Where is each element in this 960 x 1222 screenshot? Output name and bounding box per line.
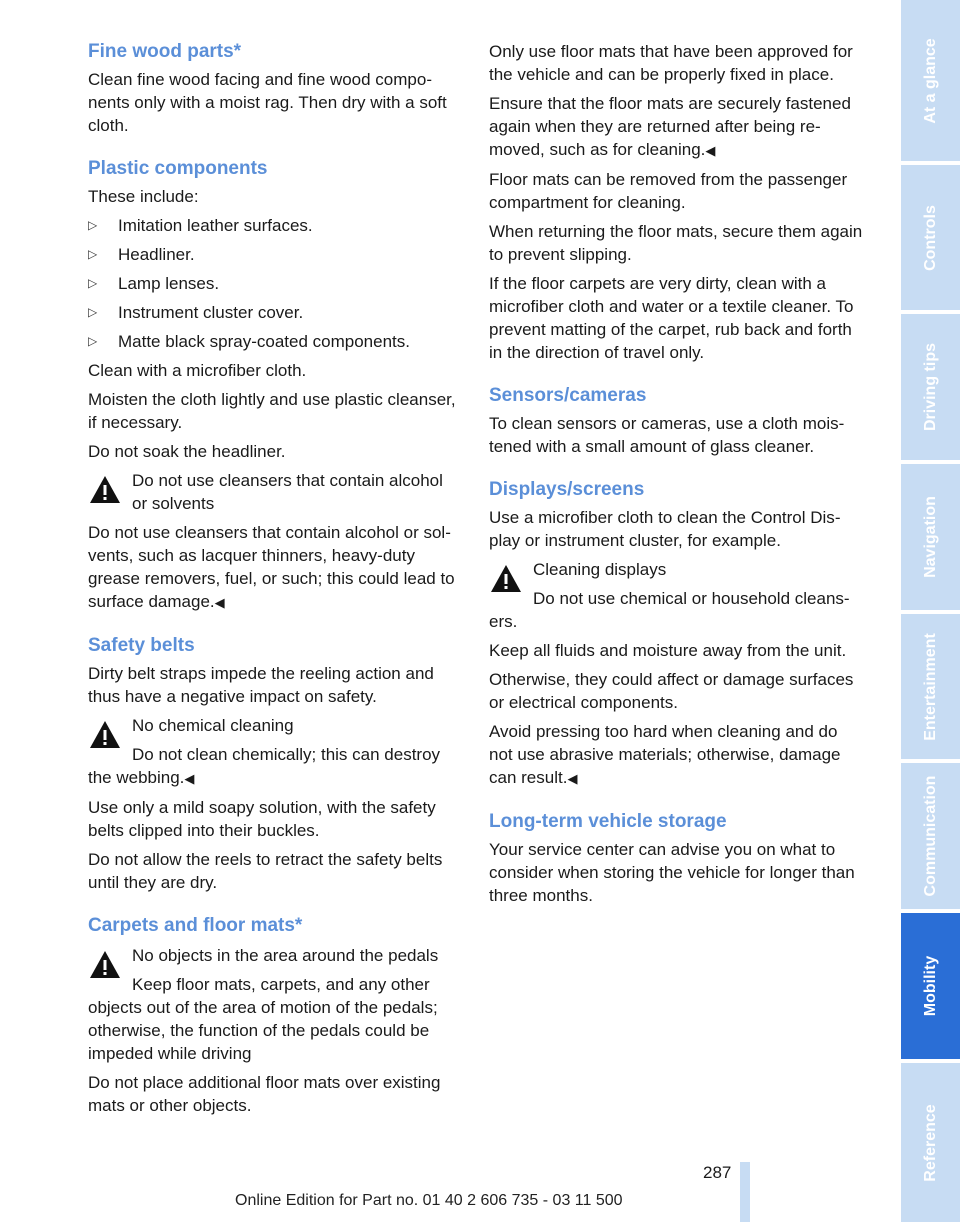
belts-text: Dirty belt straps impede the reeling action and thus have a negative impact on safety. — [88, 664, 434, 706]
mats-p1: Only use floor mats that have been approved for the vehicle and can be properly fixed in place. — [489, 42, 853, 84]
heading-plastic: Plastic components — [88, 158, 268, 179]
end-mark-icon: ◀ — [705, 143, 716, 158]
tab-at-a-glance[interactable]: At a glance — [901, 0, 960, 161]
mats-p2: Ensure that the floor mats are securely fastened again when they are returned after being removed, such as for cleaning. — [489, 94, 851, 159]
plastic-list — [88, 214, 464, 353]
tab-driving-tips[interactable]: Driving tips — [901, 314, 960, 460]
warning-title: Do not use cleansers that contain alcohol — [132, 471, 443, 490]
page-marker — [740, 1162, 750, 1222]
list-item: ▷ Lamp lenses. — [88, 274, 220, 293]
footer-text: Online Edition for Part no. 01 40 2 606 735 - 03 11 500 — [235, 1192, 623, 1209]
bullet-icon: ▷ — [88, 218, 98, 232]
list-item: ▷ Matte black spray-coated components. — [88, 332, 410, 351]
bullet-icon: ▷ — [88, 276, 98, 290]
list-item: ▷ Headliner. — [88, 245, 195, 264]
warning-icon — [88, 948, 122, 982]
bullet-icon: ▷ — [88, 334, 98, 348]
page-number: 287 — [703, 1163, 732, 1182]
carpets-p1: Do not place additional floor mats over existing mats or other objects. — [88, 1073, 441, 1115]
end-mark-icon: ◀ — [214, 595, 225, 610]
warning-title: No chemical cleaning — [132, 716, 294, 735]
heading-safety-belts: Safety belts — [88, 635, 195, 656]
displays-p3: Avoid pressing too hard when cleaning and do not use abrasive materials; otherwise, damage can result. — [489, 722, 841, 787]
heading-fine-wood: Fine wood parts* — [88, 41, 242, 62]
plastic-p1: Clean with a microfiber cloth. — [88, 361, 307, 380]
tab-reference[interactable]: Reference — [901, 1063, 960, 1222]
fine-wood-text: Clean fine wood facing and fine wood components only with a moist rag. Then dry with a soft cloth. — [88, 70, 447, 135]
belts-p2: Do not allow the reels to retract the safety belts until they are dry. — [88, 850, 443, 892]
warning-title: No objects in the area around the pedals — [132, 946, 439, 965]
mats-p3: Floor mats can be removed from the passenger compartment for cleaning. — [489, 170, 848, 212]
end-mark-icon: ◀ — [184, 771, 195, 786]
tab-controls[interactable]: Controls — [901, 165, 960, 310]
tab-mobility[interactable]: Mobility — [901, 913, 960, 1059]
plastic-p3: Do not soak the headliner. — [88, 442, 286, 461]
plastic-p2: Moisten the cloth lightly and use plastic cleanser, if necessary. — [88, 390, 456, 432]
list-item: ▷ Instrument cluster cover. — [88, 303, 304, 322]
warning-icon — [88, 718, 122, 752]
right-column — [489, 40, 865, 913]
bullet-icon: ▷ — [88, 305, 98, 319]
mats-p4: When returning the floor mats, secure them again to prevent slipping. — [489, 222, 863, 264]
warning-icon — [88, 473, 122, 507]
warning-block — [88, 469, 464, 515]
warning-block — [88, 714, 464, 790]
storage-text: Your service center can advise you on what to consider when storing the vehicle for longer than three months. — [489, 840, 855, 905]
left-column — [88, 40, 464, 1123]
warning-text: Do not clean chemically; this can destroy the webbing. — [88, 745, 441, 787]
warning-text: Do not use chemical or household cleansers. — [489, 589, 850, 631]
heading-carpets: Carpets and floor mats* — [88, 915, 303, 936]
list-item: ▷ Imitation leather surfaces. — [88, 216, 313, 235]
tab-entertainment[interactable]: Entertainment — [901, 614, 960, 759]
warning-text: Do not use cleansers that contain alcohol or solvents, such as lacquer thinners, heavy-duty grease removers, fuel, or such; this could lead to surface damage. — [88, 523, 455, 611]
displays-text: Use a microfiber cloth to clean the Control Display or instrument cluster, for example. — [489, 508, 841, 550]
warning-title-cont: or solvents — [132, 494, 215, 513]
heading-displays: Displays/screens — [489, 479, 645, 500]
warning-block — [489, 558, 865, 633]
warning-block — [88, 944, 464, 1065]
heading-sensors: Sensors/cameras — [489, 385, 647, 406]
heading-storage: Long-term vehicle storage — [489, 811, 727, 832]
section-tabs — [901, 0, 960, 1222]
displays-p1: Keep all fluids and moisture away from the unit. — [489, 641, 847, 660]
sensors-text: To clean sensors or cameras, use a cloth moistened with a small amount of glass cleaner. — [489, 414, 845, 456]
warning-title: Cleaning displays — [533, 560, 667, 579]
tab-communication[interactable]: Communication — [901, 763, 960, 909]
plastic-intro: These include: — [88, 187, 199, 206]
belts-p1: Use only a mild soapy solution, with the safety belts clipped into their buckles. — [88, 798, 436, 840]
mats-p5: If the floor carpets are very dirty, clean with a microfiber cloth and water or a textile cleaner. To prevent matting of the carpet, rub back and forth in the direction of travel only. — [489, 274, 854, 362]
bullet-icon: ▷ — [88, 247, 98, 261]
end-mark-icon: ◀ — [567, 771, 578, 786]
tab-navigation[interactable]: Navigation — [901, 464, 960, 610]
warning-text: Keep floor mats, carpets, and any other objects out of the area of motion of the pedals; otherwise, the function of the pedals could be impeded while driving — [88, 975, 438, 1063]
warning-icon — [489, 562, 523, 596]
displays-p2: Otherwise, they could affect or damage surfaces or electrical components. — [489, 670, 854, 712]
